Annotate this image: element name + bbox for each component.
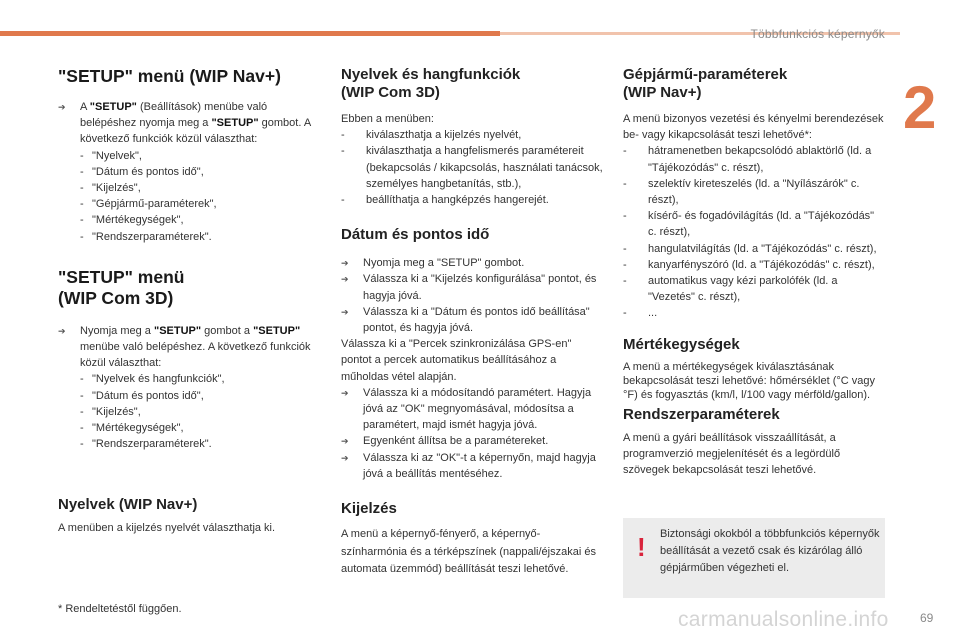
setup-com-instruction: ➔ Nyomja meg a "SETUP" gombot a "SETUP" menübe való belépéshez. A következő funkciók közül választhat: <box>58 323 323 372</box>
safety-notice-text: Biztonsági okokból a többfunkciós képernyők beállítását a vezető csak és kizárólag álló gépjárműben végezheti el. <box>660 528 880 574</box>
date-time-step: ➔ Nyomja meg a "SETUP" gombot. <box>341 255 604 271</box>
date-time-step: ➔ Válassza ki a módosítandó paramétert. Hagyja jóvá az "OK" megnyomásával, módosítsa a paramétert, majd ismét hagyja jóvá. <box>341 385 604 434</box>
list-item: - automatikus vagy kézi parkolófék (ld. a "Vezetés" c. részt), <box>623 273 885 305</box>
list-item: - "Rendszerparaméterek". <box>80 436 323 452</box>
setup-nav-list <box>58 148 323 245</box>
date-time-paragraph: Válassza ki a "Percek szinkronizálása GPS-en" pontot a percek automatikus beállításához a műholdas vétel alapján. <box>341 338 572 383</box>
vehicle-params-intro: A menü bizonyos vezetési és kényelmi berendezések be- vagy kikapcsolását teszi lehetővé*: <box>623 113 884 142</box>
list-item: - "Dátum és pontos idő", <box>80 388 323 404</box>
safety-notice <box>623 518 885 598</box>
list-item: - "Mértékegységek", <box>80 420 323 436</box>
vehicle-params-list <box>623 143 885 321</box>
list-item: - "Nyelvek és hangfunkciók", <box>80 371 323 387</box>
date-time-step: ➔ Egyenként állítsa be a paramétereket. <box>341 433 604 449</box>
display-text: A menü a képernyő-fényerő, a képernyő-színharmónia és a térképszínek (nappali/éjszakai és automata üzemmód) beállítását teszi lehetővé. <box>341 528 596 576</box>
date-time-step: ➔ Válassza ki a "Dátum és pontos idő beállítása" pontot, és hagyja jóvá. <box>341 304 604 336</box>
languages-nav-text: A menüben a kijelzés nyelvét választhatja ki. <box>58 522 276 535</box>
date-time-step: ➔ Válassza ki az "OK"-t a képernyőn, majd hagyja jóvá a beállítás mentéséhez. <box>341 450 604 482</box>
header-title: Többfunkciós képernyők <box>750 27 885 41</box>
list-item: - "Dátum és pontos idő", <box>80 164 323 180</box>
column-2 <box>341 64 604 579</box>
list-item: - kiválaszthatja a hangfelismerés paramétereit (bekapcsolás / kikapcsolás, használati tanácsok, személyes hangbetanítás, stb.), <box>341 143 604 192</box>
column-3 <box>623 64 885 478</box>
warning-icon: ! <box>637 532 646 562</box>
page-number: 69 <box>920 611 934 625</box>
languages-nav-title: Nyelvek (WIP Nav+) <box>58 496 198 514</box>
list-item: - "Kijelzés", <box>80 404 323 420</box>
units-text: A menü a mértékegységek kiválasztásának bekapcsolását teszi lehetővé: hőmérséklet (°C vagy °F) és fogyasztás (km/l, l/100 vagy mérföld/gallon). <box>623 360 876 401</box>
languages-com-list <box>341 127 604 208</box>
setup-nav-instruction: ➔ A "SETUP" (Beállítások) menübe való belépéshez nyomja meg a "SETUP" gombot. A következő funkciók közül választhat: <box>58 99 323 148</box>
watermark: carmanualsonline.info <box>678 608 889 631</box>
list-item: - "Rendszerparaméterek". <box>80 229 323 245</box>
footnote: * Rendeltetéstől függően. <box>58 602 182 615</box>
chapter-number: 2 <box>903 74 937 141</box>
system-params-text: A menü a gyári beállítások visszaállítását, a programverzió megjelenítését és a legördülő szövegek bekapcsolását teszi lehetővé. <box>623 431 841 477</box>
list-item: - "Nyelvek", <box>80 148 323 164</box>
date-time-step: ➔ Válassza ki a "Kijelzés konfigurálása" pontot, és hagyja jóvá. <box>341 271 604 303</box>
list-item: - kiválaszthatja a kijelzés nyelvét, <box>341 127 604 143</box>
system-params-title: Rendszerparaméterek <box>623 405 780 423</box>
setup-com-list <box>58 371 323 452</box>
list-item: - "Gépjármű-paraméterek", <box>80 196 323 212</box>
setup-com-title: "SETUP" menü (WIP Com 3D) <box>58 266 185 308</box>
display-title: Kijelzés <box>341 500 397 518</box>
header-accent-bar <box>0 31 500 36</box>
languages-com-title: Nyelvek és hangfunkciók (WIP Com 3D) <box>341 66 521 101</box>
date-time-title: Dátum és pontos idő <box>341 226 490 244</box>
list-item: - "Mértékegységek", <box>80 212 323 228</box>
list-item: - beállíthatja a hangképzés hangerejét. <box>341 192 604 208</box>
list-item: - kanyarfényszóró (ld. a "Tájékozódás" c. részt), <box>623 257 885 273</box>
setup-nav-title: "SETUP" menü (WIP Nav+) <box>58 66 281 86</box>
list-item: - kísérő- és fogadóvilágítás (ld. a "Tájékozódás" c. részt), <box>623 208 885 240</box>
units-title: Mértékegységek <box>623 335 740 353</box>
list-item: - hangulatvilágítás (ld. a "Tájékozódás" c. részt), <box>623 241 885 257</box>
list-item: - ... <box>623 305 885 321</box>
languages-com-intro: Ebben a menüben: <box>341 113 434 125</box>
list-item: - "Kijelzés", <box>80 180 323 196</box>
column-1 <box>58 64 323 617</box>
list-item: - szelektív kireteszelés (ld. a "Nyílászárók" c. részt), <box>623 176 885 208</box>
vehicle-params-title: Gépjármű-paraméterek (WIP Nav+) <box>623 66 788 101</box>
list-item: - hátramenetben bekapcsolódó ablaktörlő (ld. a "Tájékozódás" c. részt), <box>623 143 885 175</box>
